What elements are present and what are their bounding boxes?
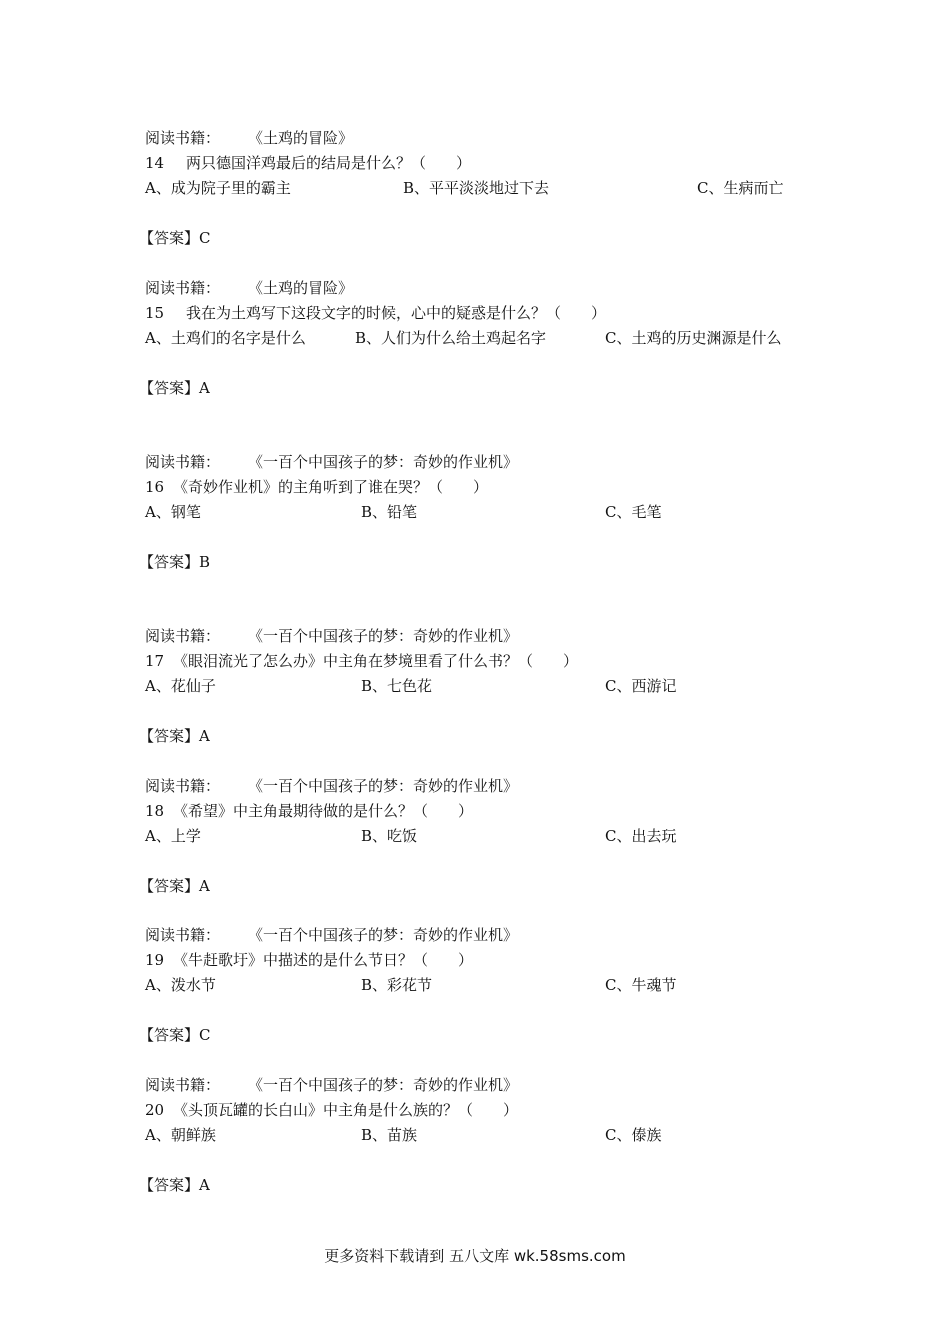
- option-c: C、生病而亡: [697, 179, 784, 197]
- footer-download-note: 更多资料下载请到 五八文库 wk.58sms.com: [324, 1247, 626, 1265]
- question-text: 《头顶瓦罐的长白山》中主角是什么族的？（ ）: [173, 1101, 519, 1119]
- book-label: 阅读书籍：: [145, 279, 221, 297]
- question-number: 14: [145, 154, 165, 172]
- question-text: 《希望》中主角最期待做的是什么？（ ）: [173, 802, 474, 820]
- answer: 【答案】A: [139, 727, 210, 745]
- question-number: 20: [145, 1101, 165, 1119]
- option-c: C、西游记: [605, 677, 677, 695]
- book-title: 《一百个中国孩子的梦：奇妙的作业机》: [248, 453, 519, 471]
- question-number: 19: [145, 951, 165, 969]
- answer: 【答案】A: [139, 1176, 210, 1194]
- option-a: A、花仙子: [145, 677, 216, 695]
- question-number: 16: [145, 478, 165, 496]
- option-a: A、泼水节: [145, 976, 216, 994]
- question-text: 《牛赶歌圩》中描述的是什么节日？（ ）: [173, 951, 474, 969]
- question-text: 《奇妙作业机》的主角听到了谁在哭？（ ）: [173, 478, 489, 496]
- book-title: 《一百个中国孩子的梦：奇妙的作业机》: [248, 777, 519, 795]
- answer: 【答案】C: [139, 1026, 211, 1044]
- option-a: A、上学: [145, 827, 201, 845]
- option-b: B、人们为什么给土鸡起名字: [355, 329, 547, 347]
- question-text: 两只德国洋鸡最后的结局是什么？（ ）: [186, 154, 472, 172]
- book-label: 阅读书籍：: [145, 1076, 221, 1094]
- option-a: A、朝鲜族: [145, 1126, 216, 1144]
- book-title: 《一百个中国孩子的梦：奇妙的作业机》: [248, 1076, 519, 1094]
- option-c: C、土鸡的历史渊源是什么: [605, 329, 782, 347]
- question-text: 《眼泪流光了怎么办》中主角在梦境里看了什么书？（ ）: [173, 652, 579, 670]
- option-c: C、傣族: [605, 1126, 662, 1144]
- book-title: 《土鸡的冒险》: [248, 279, 354, 297]
- option-a: A、钢笔: [145, 503, 201, 521]
- option-a: A、土鸡们的名字是什么: [145, 329, 306, 347]
- option-b: B、苗族: [361, 1126, 418, 1144]
- option-c: C、出去玩: [605, 827, 677, 845]
- book-title: 《一百个中国孩子的梦：奇妙的作业机》: [248, 627, 519, 645]
- book-title: 《土鸡的冒险》: [248, 129, 354, 147]
- answer: 【答案】B: [139, 553, 211, 571]
- option-b: B、铅笔: [361, 503, 418, 521]
- option-a: A、成为院子里的霸主: [145, 179, 291, 197]
- option-b: B、彩花节: [361, 976, 433, 994]
- book-label: 阅读书籍：: [145, 453, 221, 471]
- option-b: B、吃饭: [361, 827, 418, 845]
- book-label: 阅读书籍：: [145, 777, 221, 795]
- book-label: 阅读书籍：: [145, 627, 221, 645]
- book-label: 阅读书籍：: [145, 926, 221, 944]
- question-number: 17: [145, 652, 165, 670]
- option-b: B、平平淡淡地过下去: [403, 179, 550, 197]
- option-c: C、牛魂节: [605, 976, 677, 994]
- answer: 【答案】A: [139, 877, 210, 895]
- book-label: 阅读书籍：: [145, 129, 221, 147]
- question-text: 我在为土鸡写下这段文字的时候，心中的疑惑是什么？（ ）: [186, 304, 607, 322]
- question-number: 15: [145, 304, 165, 322]
- book-title: 《一百个中国孩子的梦：奇妙的作业机》: [248, 926, 519, 944]
- option-c: C、毛笔: [605, 503, 662, 521]
- answer: 【答案】C: [139, 229, 211, 247]
- option-b: B、七色花: [361, 677, 433, 695]
- answer: 【答案】A: [139, 379, 210, 397]
- question-number: 18: [145, 802, 165, 820]
